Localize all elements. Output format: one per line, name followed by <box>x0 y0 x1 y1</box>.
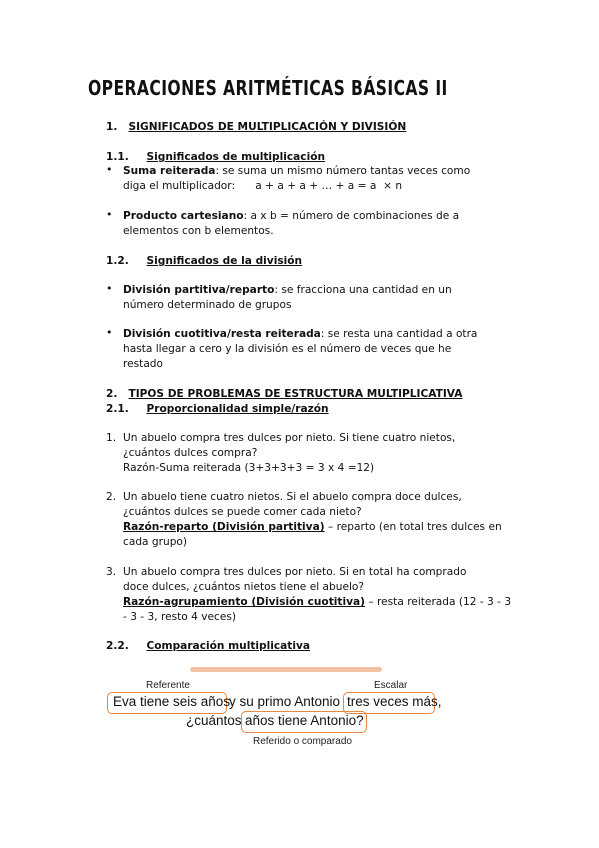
problem-text: ¿cuántos dulces compra? <box>123 447 258 459</box>
item-text: : se fracciona una cantidad en un <box>274 284 452 296</box>
subsection-number: 1.2. <box>106 255 129 267</box>
referido-text: años tiene Antonio? <box>245 713 364 728</box>
subsection-number: 2.1. <box>106 403 129 415</box>
page-title: OPERACIONES ARITMÉTICAS BÁSICAS II <box>88 76 448 100</box>
problem-text: Un abuelo compra tres dulces por nieto. Si en total ha comprado <box>123 566 467 578</box>
list-item <box>123 284 452 296</box>
section-number: 2. <box>106 388 118 400</box>
term: División partitiva/reparto <box>123 284 275 296</box>
subsection-title: Comparación multiplicativa <box>146 640 311 652</box>
list-item <box>123 328 477 340</box>
bullet-icon: • <box>106 282 113 295</box>
list-item <box>123 210 459 222</box>
problem-text: - 3 - 3, resto 4 veces) <box>123 611 237 623</box>
problem-text: Razón-Suma reiterada (3+3+3+3 = 3 x 4 =12) <box>123 462 375 474</box>
problem-text: Un abuelo compra tres dulces por nieto. Si tiene cuatro nietos, <box>123 432 456 444</box>
item-text: diga el multiplicador: a + a + a + … + a = a × n <box>123 180 403 192</box>
subsection-title: Significados de la división <box>146 255 303 267</box>
problem-number: 1. <box>106 432 117 444</box>
subsection-number: 2.2. <box>106 640 129 652</box>
term: Producto cartesiano <box>123 210 244 222</box>
bullet-icon: • <box>106 326 113 339</box>
label-referido: Referido o comparado <box>253 736 352 747</box>
bullet-icon: • <box>106 208 113 221</box>
item-text: número determinado de grupos <box>123 299 292 311</box>
subsection-title: Significados de multiplicación <box>146 151 326 163</box>
item-text: : se suma un mismo número tantas veces como <box>215 165 471 177</box>
problem-number: 3. <box>106 566 117 578</box>
term: Suma reiterada <box>123 165 216 177</box>
highlight-bar <box>190 667 382 672</box>
item-text: : a x b = número de combinaciones de a <box>243 210 460 222</box>
subsection-2-1-heading <box>106 403 329 415</box>
item-text: hasta llegar a cero y la división es el número de veces que he <box>123 343 452 355</box>
answer-text: – reparto (en total tres dulces en <box>324 521 502 533</box>
subsection-2-2-heading <box>106 640 310 652</box>
item-text: restado <box>123 358 164 370</box>
section-number: 1. <box>106 121 118 133</box>
subsection-title: Proporcionalidad simple/razón <box>146 403 329 415</box>
section-title: SIGNIFICADOS DE MULTIPLICACIÓN Y DIVISIÓN <box>128 121 407 133</box>
problem-number: 2. <box>106 491 117 503</box>
list-item <box>123 165 470 177</box>
item-text: elementos con b elementos. <box>123 225 274 237</box>
section-1-heading <box>106 121 406 133</box>
subsection-1-2-heading <box>106 255 302 267</box>
bullet-icon: • <box>106 163 113 176</box>
item-text: : se resta una cantidad a otra <box>320 328 478 340</box>
label-referente: Referente <box>146 680 190 691</box>
term: División cuotitiva/resta reiterada <box>123 328 321 340</box>
problem-text: doce dulces, ¿cuántos nietos tiene el abuelo? <box>123 581 365 593</box>
subsection-number: 1.1. <box>106 151 129 163</box>
problem-answer <box>123 596 511 608</box>
subsection-1-1-heading <box>106 151 325 163</box>
problem-text: Un abuelo tiene cuatro nietos. Si el abuelo compra doce dulces, <box>123 491 462 503</box>
answer-text: – resta reiterada (12 - 3 - 3 <box>364 596 512 608</box>
section-title: TIPOS DE PROBLEMAS DE ESTRUCTURA MULTIPLICATIVA <box>128 388 463 400</box>
term: Razón-agrupamiento (División cuotitiva) <box>123 596 365 608</box>
sentence-middle: y su primo Antonio <box>229 694 341 709</box>
question-start: ¿cuántos <box>186 713 242 728</box>
escalar-text: tres veces más, <box>347 694 442 709</box>
label-escalar: Escalar <box>374 680 408 691</box>
section-2-heading <box>106 388 463 400</box>
referente-text: Eva tiene seis años <box>113 694 231 709</box>
problem-answer <box>123 521 502 533</box>
term: Razón-reparto (División partitiva) <box>123 521 325 533</box>
problem-text: ¿cuántos dulces se puede comer cada nieto? <box>123 506 362 518</box>
problem-text: cada grupo) <box>123 536 188 548</box>
